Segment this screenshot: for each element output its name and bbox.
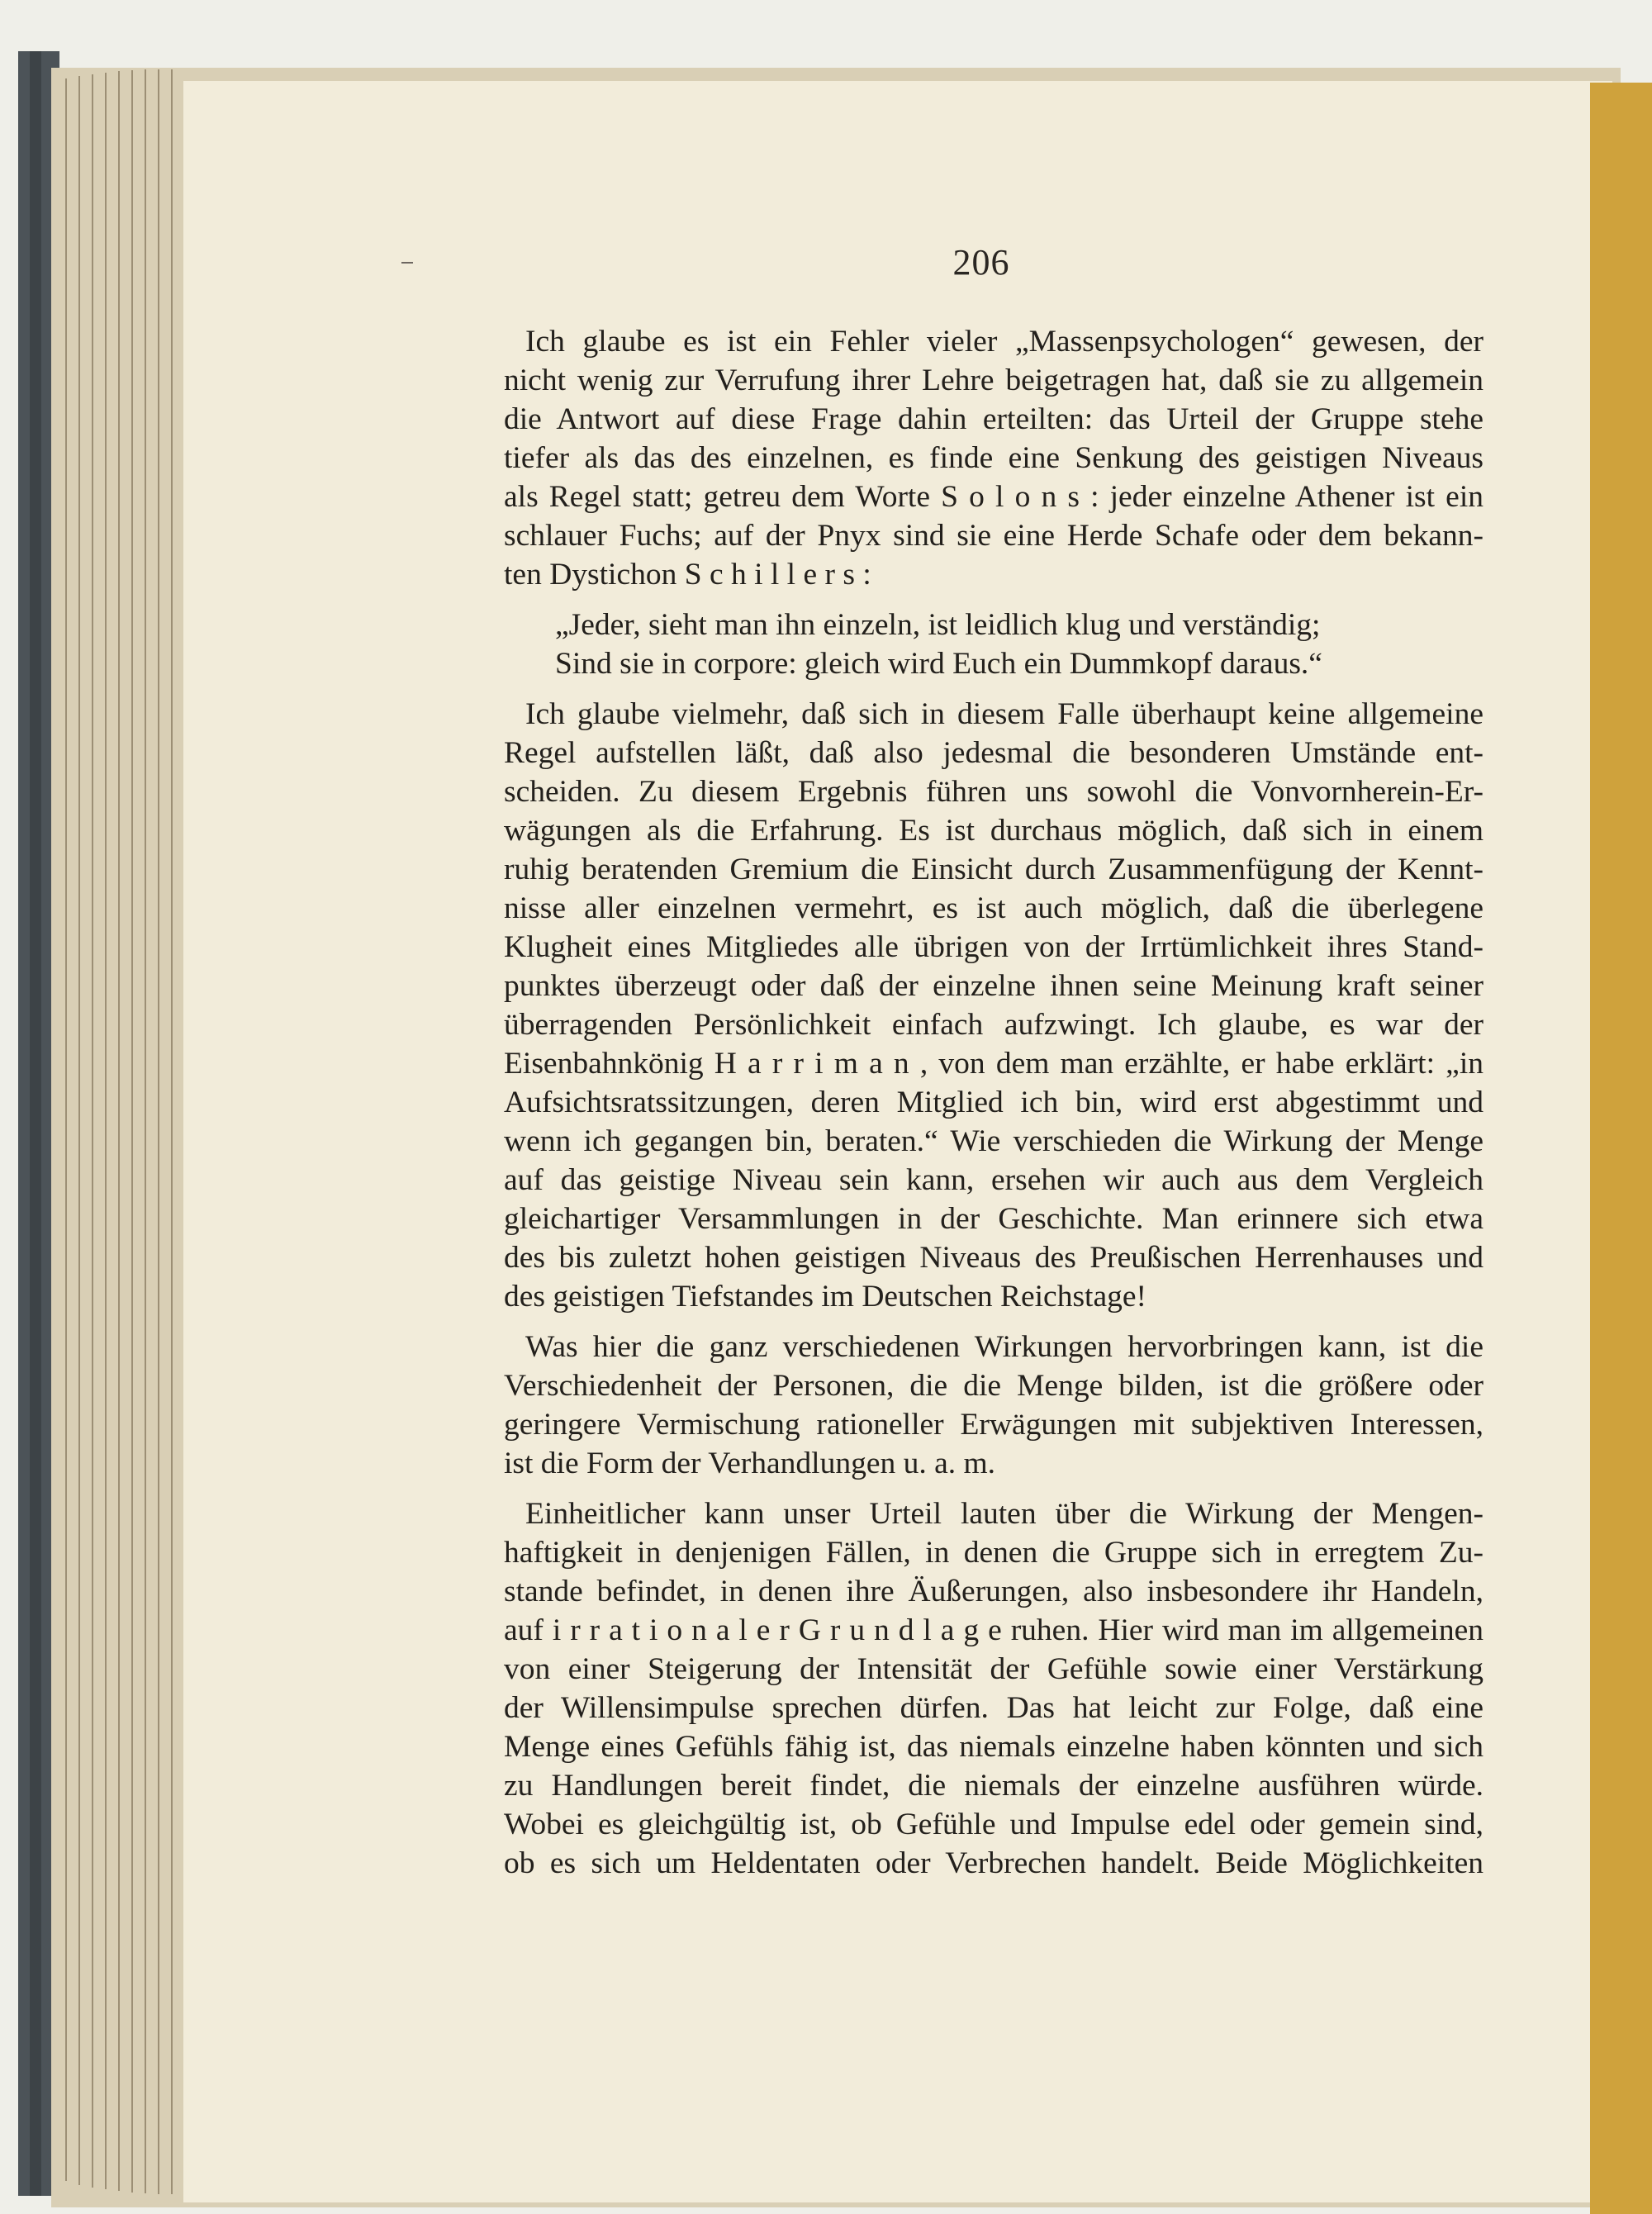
text-line: Klugheit eines Mitgliedes alle übrigen von der Irrtümlichkeit ihres Stand- [504,930,1483,964]
text-line: als Regel statt; getreu dem Worte S o l o n s : jeder einzelne Athener ist ein [504,480,1483,514]
text-line: wägungen als die Erfahrung. Es ist durchaus möglich, daß sich in einem [504,814,1483,848]
text-line: punktes überzeugt oder daß der einzelne ihnen seine Meinung kraft seiner [504,969,1483,1003]
paragraph-gap [504,683,1483,695]
text-line: scheiden. Zu diesem Ergebnis führen uns sowohl die Vonvornherein-Er- [504,775,1483,809]
text-line: des geistigen Tiefstandes im Deutschen Reichstage! [504,1280,1146,1314]
paragraph-gap [504,1483,1483,1494]
text-line: ten Dystichon S c h i l l e r s : [504,558,871,592]
text-line: ruhig beratenden Gremium die Einsicht durch Zusammenfügung der Kennt- [504,853,1483,886]
paragraph-gap [504,594,1483,606]
text-line: zu Handlungen bereit findet, die niemals der einzelne ausführen würde. [504,1769,1483,1803]
text-line: ob es sich um Heldentaten oder Verbrechen handelt. Beide Möglichkeiten [504,1846,1483,1880]
text-line: die Antwort auf diese Frage dahin erteilten: das Urteil der Gruppe stehe [504,402,1483,436]
text-line: Regel aufstellen läßt, daß also jedesmal die besonderen Umstände ent- [504,736,1483,770]
text-line: Eisenbahnkönig H a r r i m a n , von dem man erzählte, er habe erklärt: „in [504,1047,1483,1081]
text-line: Verschiedenheit der Personen, die die Menge bilden, ist die größere oder [504,1369,1483,1403]
verse-line: „Jeder, sieht man ihn einzeln, ist leidlich klug und verständig; [555,608,1321,642]
text-line: Wobei es gleichgültig ist, ob Gefühle und Impulse edel oder gemein sind, [504,1808,1483,1841]
text-line: Aufsichtsratssitzungen, deren Mitglied ich bin, wird erst abgestimmt und [504,1086,1483,1119]
paragraph-gap [504,1316,1483,1328]
body-text [504,322,1483,1883]
text-line: tiefer als das des einzelnen, es finde eine Senkung des geistigen Niveaus [504,441,1483,475]
text-line: haftigkeit in denjenigen Fällen, in denen die Gruppe sich in erregtem Zu- [504,1536,1483,1570]
verse-line: Sind sie in corpore: gleich wird Euch ein Dummkopf daraus.“ [555,647,1322,681]
text-line: der Willensimpulse sprechen dürfen. Das hat leicht zur Folge, daß eine [504,1691,1483,1725]
text-line: des bis zuletzt hohen geistigen Niveaus des Preußischen Herrenhauses und [504,1241,1483,1275]
page-number: 206 [952,242,1010,283]
text-line: nicht wenig zur Verrufung ihrer Lehre beigetragen hat, daß sie zu allgemein [504,363,1483,397]
text-line: Menge eines Gefühls fähig ist, das niemals einzelne haben könnten und sich [504,1730,1483,1764]
text-line: geringere Vermischung rationeller Erwägungen mit subjektiven Interessen, [504,1408,1483,1442]
text-line: gleichartiger Versammlungen in der Geschichte. Man erinnere sich etwa [504,1202,1483,1236]
text-line: Was hier die ganz verschiedenen Wirkungen hervorbringen kann, ist die [525,1330,1483,1364]
text-line: auf das geistige Niveau sein kann, ersehen wir auch aus dem Vergleich [504,1163,1483,1197]
text-line: schlauer Fuchs; auf der Pnyx sind sie eine Herde Schafe oder dem bekann- [504,519,1483,553]
text-line: von einer Steigerung der Intensität der Gefühle sowie einer Verstärkung [504,1652,1483,1686]
text-line: stande befindet, in denen ihre Äußerungen, also insbesondere ihr Handeln, [504,1575,1483,1608]
text-line: überragenden Persönlichkeit einfach aufzwingt. Ich glaube, es war der [504,1008,1483,1042]
text-line: wenn ich gegangen bin, beraten.“ Wie verschieden die Wirkung der Menge [504,1124,1483,1158]
text-line: Ich glaube es ist ein Fehler vieler „Massenpsychologen“ gewesen, der [525,325,1483,359]
text-line: nisse aller einzelnen vermehrt, es ist auch möglich, daß die überlegene [504,891,1483,925]
text-line: auf i r r a t i o n a l e r G r u n d l a g e ruhen. Hier wird man im allgemeinen [504,1613,1483,1647]
text-line: ist die Form der Verhandlungen u. a. m. [504,1447,996,1480]
text-line: Ich glaube vielmehr, daß sich in diesem Falle überhaupt keine allgemeine [525,697,1483,731]
verse-quote [504,606,1483,683]
text-line: Einheitlicher kann unser Urteil lauten über die Wirkung der Mengen- [525,1497,1483,1531]
